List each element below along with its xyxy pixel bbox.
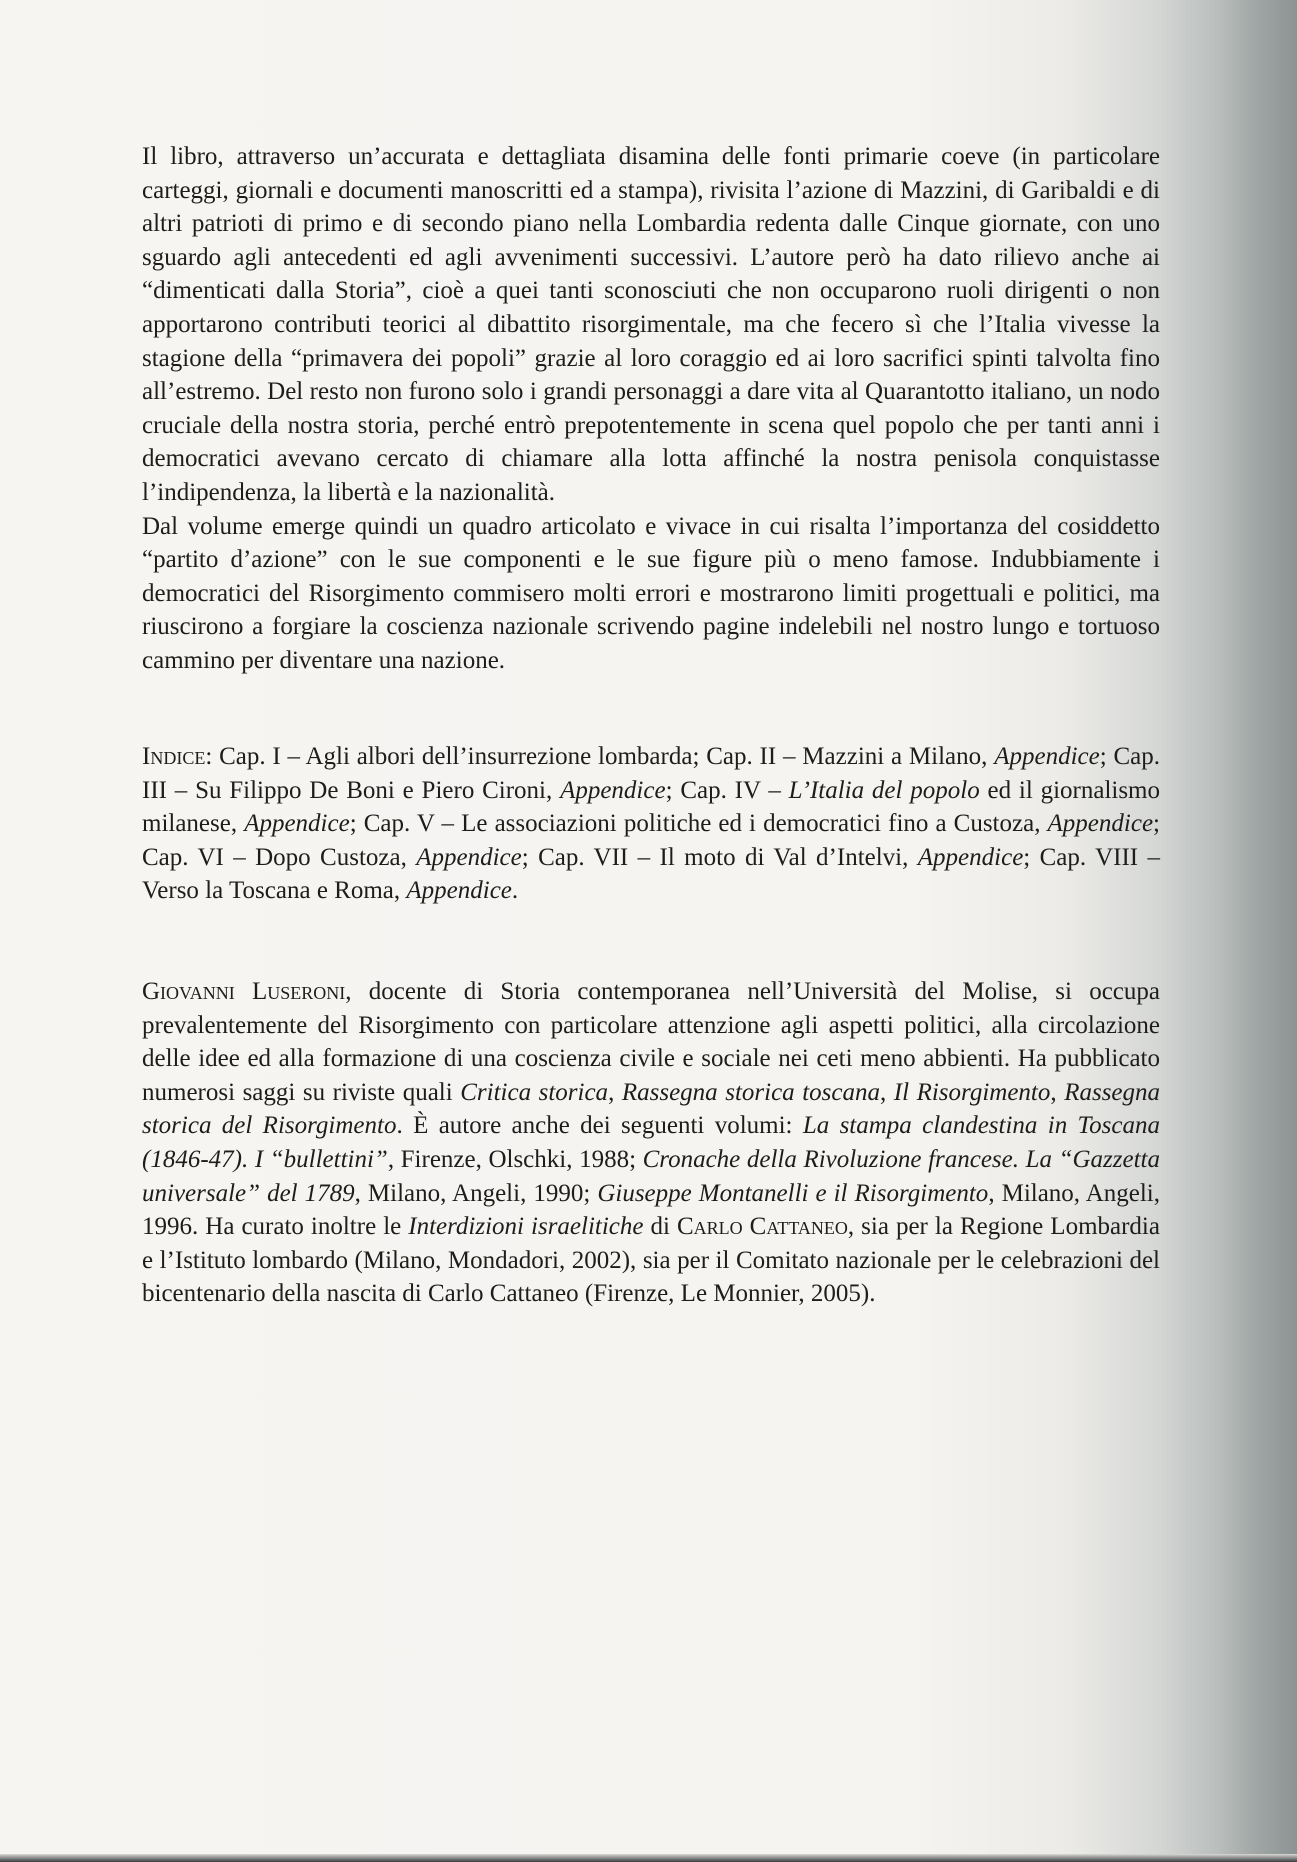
author-name: Giovanni Luseroni xyxy=(142,978,346,1005)
book-description xyxy=(142,140,1160,678)
author-paragraph: Giovanni Luseroni, docente di Storia contemporanea nell’Università del Molise, si occupa prevalentemente del Risorgimento con particolare attenzione agli aspetti politici, alla circolazione delle idee ed alla formazione di una coscienza civile e sociale nei ceti meno abbienti. Ha pubblicato numerosi saggi su riviste quali Critica storica, Rassegna storica toscana, Il Risorgimento, Rassegna storica del Risorgimento. È autore anche dei seguenti volumi: La stampa clandestina in Toscana (1846-47). I “bullettini”, Firenze, Olschki, 1988; Cronache della Rivoluzione francese. La “Gazzetta universale” del 1789, Milano, Angeli, 1990; Giuseppe Montanelli e il Risorgimento, Milano, Angeli, 1996. Ha curato inoltre le Interdizioni israelitiche di Carlo Cattaneo, sia per la Regione Lombardia e l’Istituto lombardo (Milano, Mondadori, 2002), sia per il Comitato nazionale per le celebrazioni del bicentenario della nascita di Carlo Cattaneo (Firenze, Le Monnier, 2005). xyxy=(142,978,1161,1308)
cattaneo-name: Carlo Cattaneo xyxy=(676,1213,848,1241)
index-label: Indice xyxy=(142,743,206,770)
author-biography xyxy=(142,975,1160,1311)
table-of-contents xyxy=(142,740,1160,908)
description-paragraph-1: Il libro, attraverso un’accurata e dettagliata disamina delle fonti primarie coeve (in particolare carteggi, giornali e documenti manoscritti ed a stampa), rivisita l’azione di Mazzini, di Garibaldi e di altri patrioti di primo e di secondo piano nella Lombardia redenta dalle Cinque giornate, con uno sguardo agli antecedenti ed agli avvenimenti successivi. L’autore però ha dato rilievo anche ai “dimenticati dalla Storia”, cioè a quei tanti sconosciuti che non occuparono ruoli dirigenti o non apportarono contributi teorici al dibattito risorgimentale, ma che fecero sì che l’Italia vivesse la stagione della “primavera dei popoli” grazie al loro coraggio ed ai loro sacrifici spinti talvolta fino all’estremo. Del resto non furono solo i grandi personaggi a dare vita al Quarantotto italiano, un nodo cruciale della nostra storia, perché entrò prepotentemente in scena quel popolo che per tanti anni i democratici avevano cercato di chiamare alla lotta affinché la nostra penisola conquistasse l’indipendenza, la libertà e la nazionalità. xyxy=(142,143,1160,506)
page-bottom-edge xyxy=(0,1854,1297,1862)
description-paragraph-2: Dal volume emerge quindi un quadro articolato e vivace in cui risalta l’importanza del cosiddetto “partito d’azione” con le sue componenti e le sue figure più o meno famose. Indubbiamente i democratici del Risorgimento commisero molti errori e mostrarono limiti progettuali e politici, ma riuscirono a forgiare la coscienza nazionale scrivendo pagine indelebili nel nostro lungo e tortuoso cammino per diventare una nazione. xyxy=(142,512,1160,674)
index-paragraph: Indice: Cap. I – Agli albori dell’insurrezione lombarda; Cap. II – Mazzini a Milano, Appendice; Cap. III – Su Filippo De Boni e Piero Cironi, Appendice; Cap. IV – L’Italia del popolo ed il giornalismo milanese, Appendice; Cap. V – Le associazioni politiche ed i democratici fino a Custoza, Appendice; Cap. VI – Dopo Custoza, Appendice; Cap. VII – Il moto di Val d’Intelvi, Appendice; Cap. VIII – Verso la Toscana e Roma, Appendice. xyxy=(142,743,1161,905)
